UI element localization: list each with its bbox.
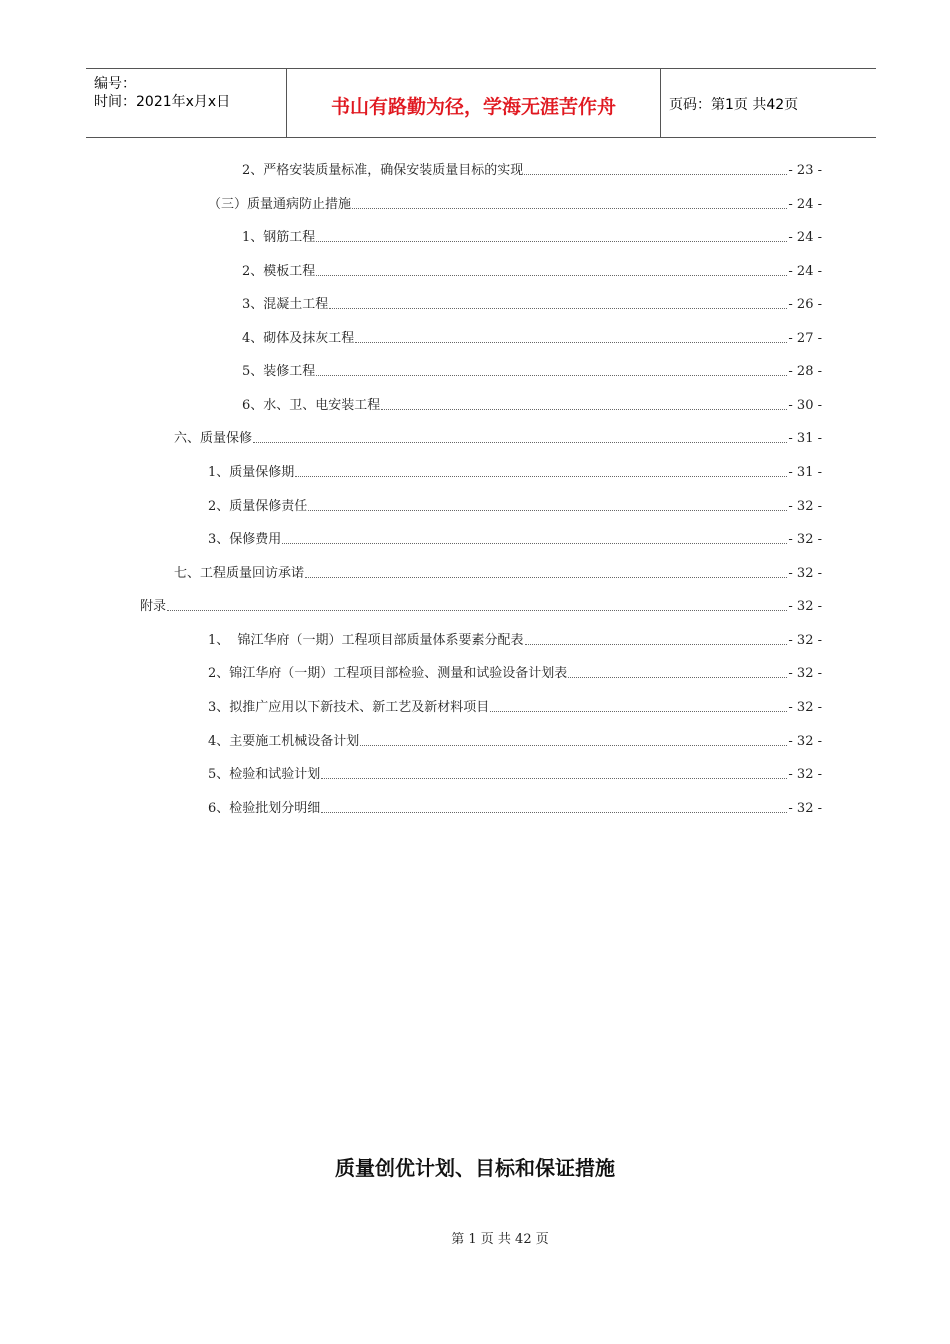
- toc-leader-dots: [316, 240, 787, 242]
- toc-entry-page: - 31 -: [788, 465, 822, 480]
- toc-entry-label: 七、工程质量回访承诺: [174, 566, 305, 581]
- toc-entry[interactable]: [174, 426, 822, 448]
- toc-entry-label: 2、模板工程: [242, 264, 316, 279]
- doc-time-label: 时间：2021年x月x日: [94, 94, 231, 110]
- toc-entry-label: 1、 锦江华府（一期）工程项目部质量体系要素分配表: [208, 633, 524, 648]
- toc-leader-dots: [352, 207, 787, 209]
- toc-entry-page: - 31 -: [788, 431, 822, 446]
- toc-entry-label: 2、锦江华府（一期）工程项目部检验、测量和试验设备计划表: [208, 666, 568, 681]
- toc-entry-page: - 32 -: [788, 633, 822, 648]
- document-title: 质量创优计划、目标和保证措施: [335, 1156, 615, 1180]
- toc-entry[interactable]: [242, 326, 822, 348]
- doc-number-label: 编号：: [94, 76, 136, 92]
- toc-entry-page: - 24 -: [788, 230, 822, 245]
- toc-leader-dots: [490, 710, 787, 712]
- toc-entry[interactable]: [174, 561, 822, 583]
- toc-entry[interactable]: [208, 494, 822, 516]
- toc-entry[interactable]: [208, 192, 822, 214]
- toc-entry-page: - 24 -: [788, 264, 822, 279]
- toc-leader-dots: [321, 811, 787, 813]
- toc-leader-dots: [355, 341, 787, 343]
- toc-entry-label: 1、钢筋工程: [242, 230, 316, 245]
- toc-entry[interactable]: [242, 225, 822, 247]
- toc-leader-dots: [295, 475, 787, 477]
- toc-entry-page: - 32 -: [788, 700, 822, 715]
- toc-entry-label: 6、水、卫、电安装工程: [242, 398, 381, 413]
- toc-leader-dots: [524, 173, 787, 175]
- toc-entry-label: 5、装修工程: [242, 364, 316, 379]
- toc-entry-label: 附录: [140, 599, 167, 614]
- header-page-info: 页码：第1页 共42页: [669, 97, 799, 113]
- toc-entry-label: 3、拟推广应用以下新技术、新工艺及新材料项目: [208, 700, 490, 715]
- header-page-cell: [661, 69, 876, 137]
- toc-entry-page: - 32 -: [788, 599, 822, 614]
- toc-entry-page: - 27 -: [788, 331, 822, 346]
- header-meta: [86, 69, 287, 137]
- toc-entry-page: - 30 -: [788, 398, 822, 413]
- toc-entry[interactable]: [208, 796, 822, 818]
- page-header: [86, 68, 876, 138]
- toc-leader-dots: [321, 777, 787, 779]
- toc-leader-dots: [329, 307, 787, 309]
- toc-leader-dots: [282, 542, 787, 544]
- toc-entry-label: 6、检验批划分明细: [208, 801, 321, 816]
- toc-entry[interactable]: [140, 594, 822, 616]
- toc-entry-label: 1、质量保修期: [208, 465, 295, 480]
- toc-entry-label: 3、保修费用: [208, 532, 282, 547]
- header-motto: 书山有路勤为径，学海无涯苦作舟: [330, 96, 616, 118]
- toc-entry-page: - 26 -: [788, 297, 822, 312]
- toc-entry[interactable]: [208, 628, 822, 650]
- toc-entry[interactable]: [208, 527, 822, 549]
- page-footer: 第 1 页 共 42 页: [451, 1232, 549, 1247]
- toc-entry-label: 3、混凝土工程: [242, 297, 329, 312]
- toc-entry[interactable]: [208, 460, 822, 482]
- toc-entry[interactable]: [242, 259, 822, 281]
- toc-leader-dots: [253, 441, 787, 443]
- toc-entry-label: （三）质量通病防止措施: [208, 197, 352, 212]
- toc-leader-dots: [525, 643, 788, 645]
- toc-entry[interactable]: [208, 695, 822, 717]
- toc-entry-page: - 23 -: [788, 163, 822, 178]
- toc-entry-page: - 32 -: [788, 767, 822, 782]
- toc-entry-label: 4、主要施工机械设备计划: [208, 734, 360, 749]
- toc-entry-page: - 32 -: [788, 734, 822, 749]
- toc-leader-dots: [360, 744, 787, 746]
- toc-leader-dots: [308, 509, 787, 511]
- toc-entry[interactable]: [208, 729, 822, 751]
- toc-entry[interactable]: [242, 359, 822, 381]
- toc-entry-label: 4、砌体及抹灰工程: [242, 331, 355, 346]
- toc-entry-page: - 32 -: [788, 801, 822, 816]
- toc-entry[interactable]: [242, 393, 822, 415]
- toc-leader-dots: [305, 576, 787, 578]
- toc-entry-page: - 28 -: [788, 364, 822, 379]
- toc-leader-dots: [381, 408, 787, 410]
- toc-entry-page: - 32 -: [788, 666, 822, 681]
- toc-entry-label: 2、质量保修责任: [208, 499, 308, 514]
- toc-entry-label: 六、质量保修: [174, 431, 253, 446]
- toc-entry-page: - 32 -: [788, 532, 822, 547]
- header-motto-cell: [287, 69, 661, 137]
- toc-leader-dots: [568, 676, 787, 678]
- toc-entry[interactable]: [242, 158, 822, 180]
- toc-entry-page: - 32 -: [788, 499, 822, 514]
- toc-entry-label: 2、严格安装质量标准，确保安装质量目标的实现: [242, 163, 524, 178]
- toc-leader-dots: [316, 274, 787, 276]
- toc-entry-page: - 32 -: [788, 566, 822, 581]
- toc-entry-page: - 24 -: [788, 197, 822, 212]
- toc-leader-dots: [167, 609, 787, 611]
- toc-entry[interactable]: [242, 292, 822, 314]
- toc-entry[interactable]: [208, 661, 822, 683]
- toc-entry-label: 5、检验和试验计划: [208, 767, 321, 782]
- toc-entry[interactable]: [208, 762, 822, 784]
- toc-leader-dots: [316, 374, 787, 376]
